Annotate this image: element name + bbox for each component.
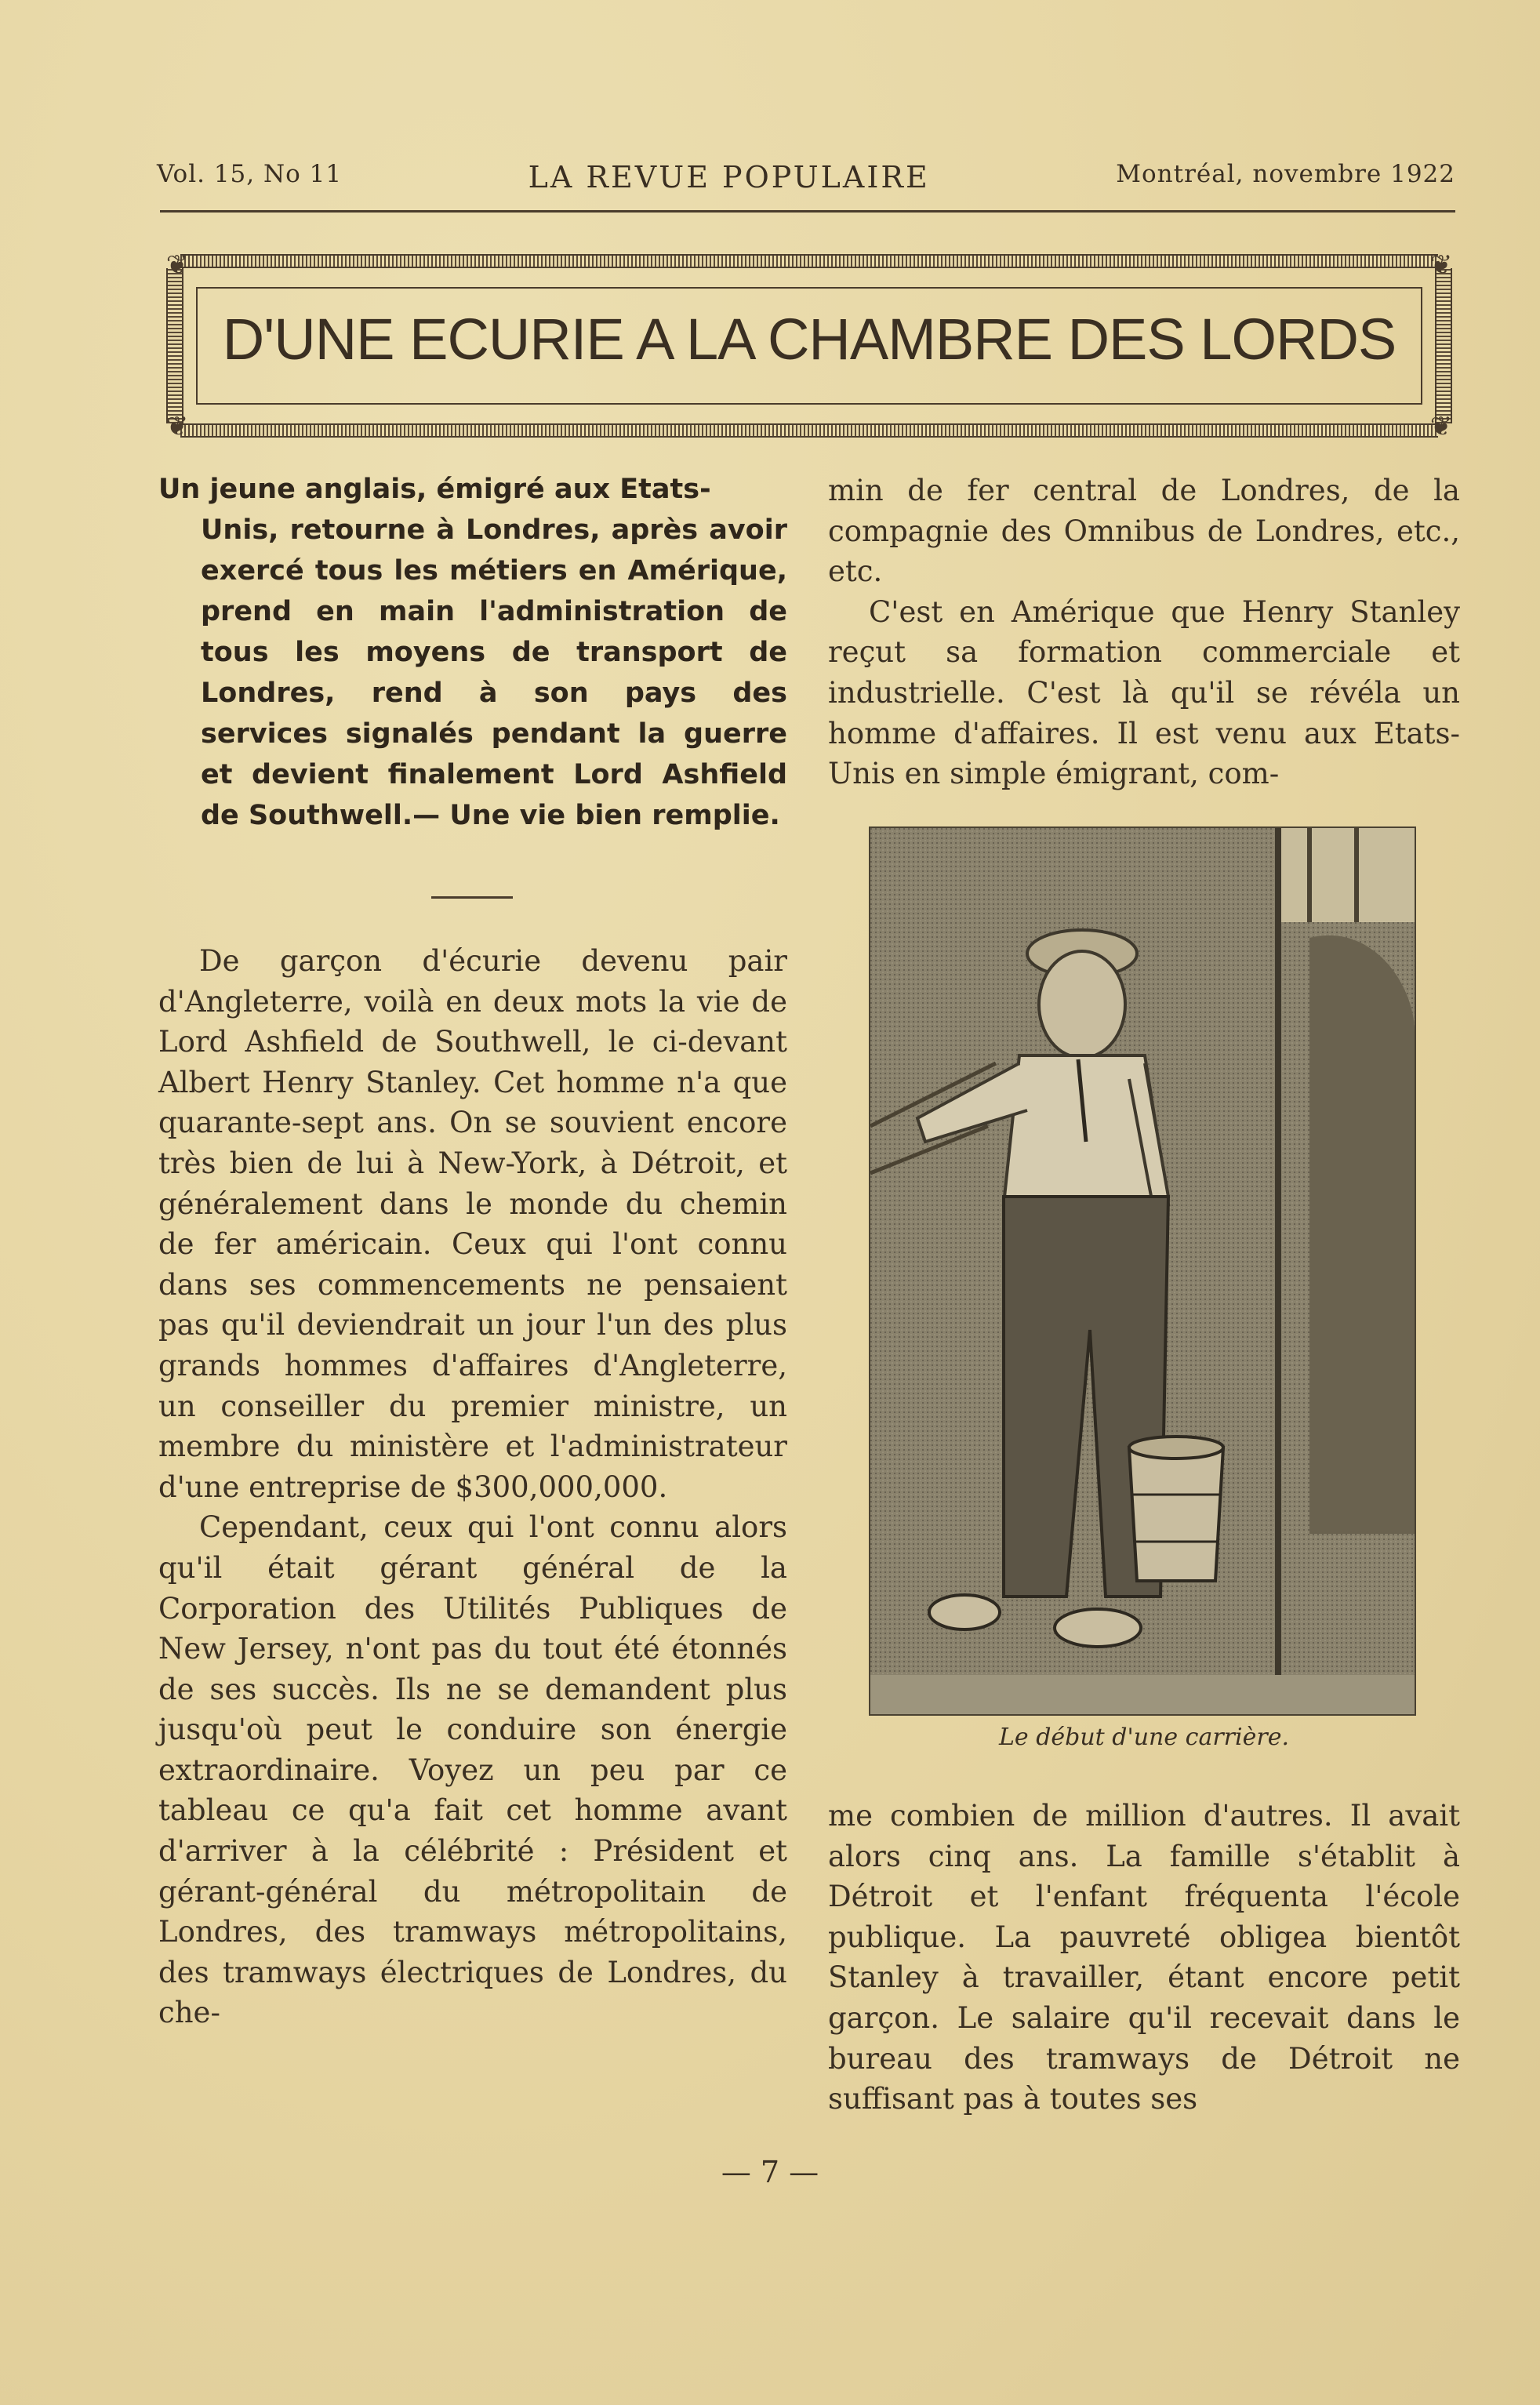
article-lead xyxy=(158,469,787,836)
article-title: D'UNE ECURIE A LA CHAMBRE DES LORDS xyxy=(222,307,1397,372)
title-frame xyxy=(162,249,1457,442)
body-paragraph-continued: min de fer central de Londres, de la compagnie des Omnibus de Londres, etc., etc. xyxy=(828,474,1460,589)
page-number: — 7 — xyxy=(721,2155,819,2189)
ornament-icon: ❦ xyxy=(165,249,189,281)
body-paragraph-continued: me combien de million d'autres. Il avait alors cinq ans. La famille s'établit à Détroit et l'enfant fréquenta l'école publique. La pauvreté obligea bientôt Stanley à travailler, étant encore petit garçon. Le salaire qu'il recevait dans le bureau des tramways de Détroit ne suffisant pas à toutes ses xyxy=(828,1799,1460,2116)
ornament-icon: ❦ xyxy=(165,411,189,442)
page-header xyxy=(157,160,1455,194)
publication-name: LA REVUE POPULAIRE xyxy=(528,160,930,194)
frame-band-bottom xyxy=(180,423,1438,438)
illustration-stable-boy xyxy=(869,826,1416,1716)
place-date: Montréal, novembre 1922 xyxy=(1116,160,1455,188)
right-column-bottom xyxy=(828,1796,1460,2120)
body-paragraph: C'est en Amérique que Henry Stanley reçut sa formation commerciale et industrielle. C'est là qu'il se révéla un homme d'affaires. Il est venu aux Etats-Unis en simple émigrant, com- xyxy=(828,594,1460,791)
section-divider xyxy=(431,896,513,899)
right-column-top xyxy=(828,470,1460,794)
volume-number: Vol. 15, No 11 xyxy=(157,160,343,188)
left-column xyxy=(158,941,787,2033)
lead-first-line: Un jeune anglais, émigré aux Etats- xyxy=(158,474,711,505)
figure-caption: Le début d'une carrière. xyxy=(998,1724,1290,1751)
header-rule xyxy=(160,210,1455,213)
lead-rest: Unis, retourne à Londres, après avoir exercé tous les métiers en Amérique, prend en main l'administration de tous les moyens de transport de Londres, rend à son pays des services signalés pendant la guerre et devient finalement Lord Ashfield de Southwell.— Une vie bien remplie. xyxy=(201,514,787,831)
ornament-icon: ❦ xyxy=(1429,411,1453,442)
body-paragraph: Cependant, ceux qui l'ont connu alors qu'il était gérant général de la Corporation des Utilités Publiques de New Jersey, n'ont pas du tout été étonnés de ses succès. Ils ne se demandent plus jusqu'où peut le conduire son énergie extraordinaire. Voyez un peu par ce tableau ce qu'a fait cet homme avant d'arriver à la célébrité : Président et gérant-général du métropolitain de Londres, des tramways métropolitains, des tramways électriques de Londres, du che- xyxy=(158,1510,787,2030)
illustration-drawing xyxy=(870,828,1415,1714)
frame-band-top xyxy=(180,254,1438,268)
body-paragraph: De garçon d'écurie devenu pair d'Angleterre, voilà en deux mots la vie de Lord Ashfield de Southwell, le ci-devant Albert Henry Stanley. Cet homme n'a que quarante-sept ans. On se souvient encore très bien de lui à New-York, à Détroit, et généralement dans le monde du chemin de fer américain. Ceux qui l'ont connu dans ses commencements ne pensaient pas qu'il deviendrait un jour l'un des plus grands hommes d'affaires d'Angleterre, un conseiller du premier ministre, un membre du ministère et l'administrateur d'une entreprise de $300,000,000. xyxy=(158,944,787,1504)
ornament-icon: ❦ xyxy=(1429,249,1453,281)
